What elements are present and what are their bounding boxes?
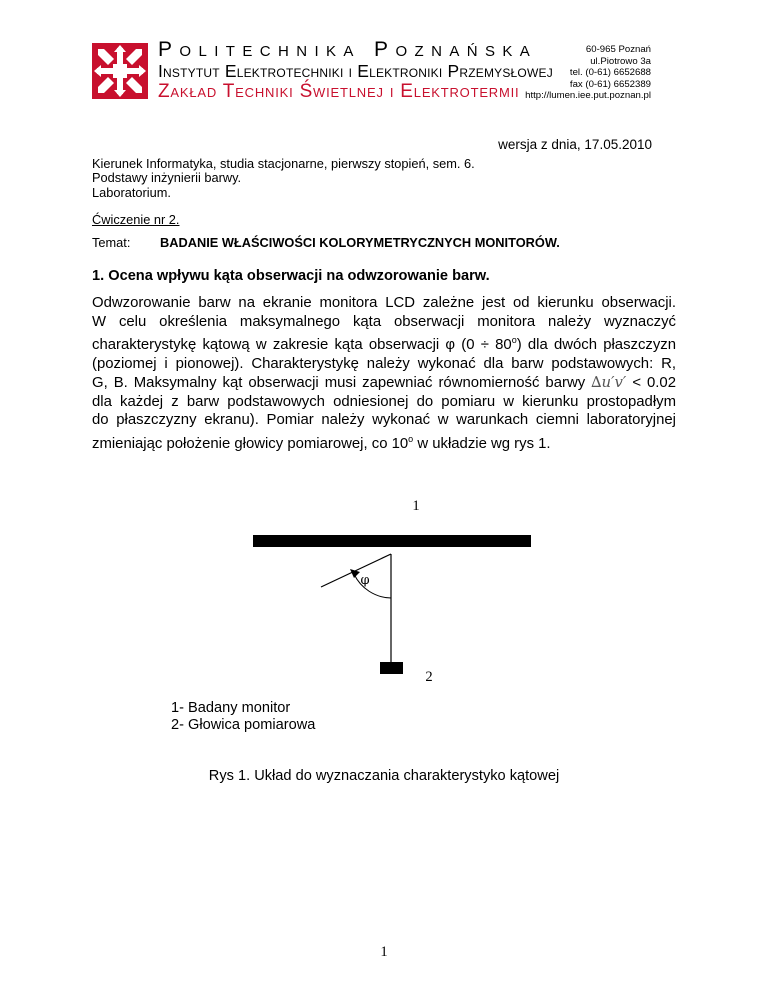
paragraph-line: G, B. Maksymalny kąt obserwacji musi zapewniać równomierność barwy ∆u′v′ < 0.02 — [92, 373, 676, 391]
legend-item: 2- Głowica pomiarowa — [171, 717, 316, 733]
version-date: wersja z dnia, 17.05.2010 — [498, 137, 652, 152]
figure-caption: Rys 1. Układ do wyznaczania charakterystyko kątowej — [208, 768, 560, 784]
legend-item: 1- Badany monitor — [171, 700, 291, 716]
measurement-setup-diagram — [240, 488, 560, 688]
paragraph-line: Odwzorowanie barw na ekranie monitora LCD zależne jest od kierunku obserwacji. — [92, 295, 676, 311]
contact-phone: tel. (0-61) 6652688 — [569, 67, 651, 79]
exercise-number: Ćwiczenie nr 2. — [92, 212, 180, 227]
pp-logo-icon — [92, 43, 148, 99]
measuring-head — [380, 662, 403, 674]
paragraph-line: zmieniając położenie głowicy pomiarowej, co 10$^o$ w układzie wg rys 1. — [92, 433, 551, 452]
course-line: Kierunek Informatyka, studia stacjonarne, pierwszy stopień, sem. 6. — [92, 156, 475, 171]
observation-line — [321, 554, 391, 587]
label-measuring-head: 2 — [425, 669, 433, 685]
contact-fax: fax (0-61) 6652389 — [569, 78, 651, 90]
course-info — [92, 157, 475, 200]
topic-title: BADANIE WŁAŚCIWOŚCI KOLORYMETRYCZNYCH MONITORÓW. — [160, 235, 560, 250]
course-line: Laboratorium. — [92, 184, 171, 200]
degree-superscript: o — [511, 335, 517, 345]
phi-symbol: φ — [445, 337, 456, 353]
delta-uv-symbol: ∆u′v′ — [591, 373, 627, 391]
institute-name: Instytut Elektrotechniki i Elektroniki Przemysłowej — [158, 61, 553, 81]
paragraph-line: charakterystykę kątową w zakresie kąta obserwacji φ $(0 \div 80^o)$ dla dwóch płaszczyzn — [92, 335, 677, 353]
phi-label: φ — [360, 573, 370, 588]
paragraph-line: W celu określenia maksymalnego kąta obserwacji monitora należy wyznaczyć — [92, 313, 676, 330]
paragraph-line: (poziomej i pionowej). Charakterystykę należy wykonać dla barw podstawowych: R, — [92, 355, 676, 372]
figure-legend — [171, 700, 315, 734]
topic-label: Temat: — [92, 235, 131, 250]
label-monitor: 1 — [412, 498, 420, 514]
monitor-screen — [253, 535, 531, 547]
contact-postcode: 60-965 Poznań — [585, 44, 651, 55]
department-name: Zakład Techniki Świetlnej i Elektrotermii — [158, 81, 520, 102]
section-heading: 1. Ocena wpływu kąta obserwacji na odwzorowanie barw. — [92, 268, 490, 284]
paragraph-line: do płaszczyzny ekranu). Pomiar należy wykonać w warunkach ciemni laboratoryjnej — [92, 412, 676, 428]
contact-url[interactable]: http://lumen.iee.put.poznan.pl — [525, 90, 651, 102]
course-line: Podstawy inżynierii barwy. — [92, 170, 242, 186]
contact-street: ul.Piotrowo 3a — [590, 55, 651, 67]
institution-name: Politechnika Poznańska — [158, 38, 538, 61]
paragraph-line: dla każdej z barw podstawowych odniesionej do pomiaru w kierunku prostopadłym — [92, 393, 676, 410]
degree-superscript: o — [408, 433, 414, 444]
contact-block — [525, 44, 651, 102]
section-paragraph — [92, 294, 676, 453]
page-number: 1 — [380, 944, 388, 960]
